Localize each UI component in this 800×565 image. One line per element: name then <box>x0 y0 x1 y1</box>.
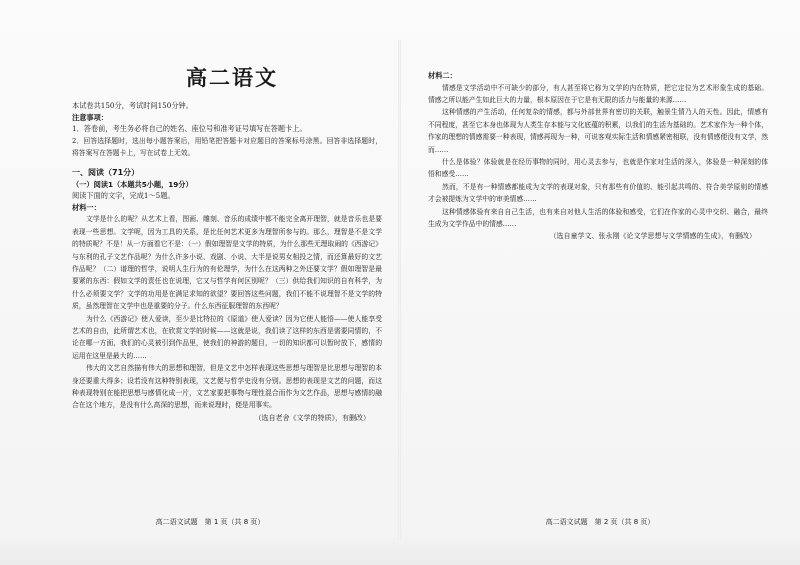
notes-heading: 注意事项： <box>72 112 108 122</box>
page-title: 高二语文 <box>186 66 278 90</box>
body-paragraph: 什么是体验？体验就是在经历事物的同时，用心灵去参与，也就是作家对生活的深入，体验是一种深刻的体悟和感受…… <box>428 158 768 179</box>
body-paragraph: 文学是什么的呢？从艺术上看，图画、雕刻、音乐的成绩中都不能完全离开理智，就是音乐也是要表现一些思想。文学呢，因为工具的关系，是比任何艺术更多为理智所参与的。那么，理智是不是文学的特质呢？不是！从一方面看它不是：（一）假如理智是文学的特质，为什么那些无理取闹的《西游记》与东利的孔子文艺作品呢？为什么许多小说、戏剧、小说、大半是说男女相投之情，而还算最好的文艺作品呢？（二）谱理的哲学，说明人生行为的有伦理学，为什么在这两种之外还要文学？假如理智是最要紧的东西：假如文学的责任也在说理，它又与哲学有何区别呢？（三）供给我们知识的自有科学，为什么必须要文学？文学的功用是在满足求知的欲望？要回答这些问题，我们不能不说理智不是文学的特质，虽然理智在文学中也是重要的分子。什么东西征服理智的东西呢？ <box>72 215 382 311</box>
material-label: 材料二： <box>428 71 457 80</box>
page-footer: 高二语文试题 第 1 页（共 8 页） <box>155 518 265 526</box>
source-citation: （选自童学文、张永刚《论文学思想与文学情感的生成》，有删改） <box>549 232 756 241</box>
page-footer: 高二语文试题 第 2 页（共 8 页） <box>545 518 655 526</box>
note-item: 2．回答选择题时，选出每小题答案后，用铅笔把答题卡对应题目的答案标号涂黑。回答非选择题时，将答案写在答题卡上，写在试卷上无效。 <box>72 136 382 158</box>
body-paragraph: 为什么《西游记》使人爱读，至少是比特拉的《原道》使人爱读？因为它使人能悟——使人能享受艺术的自由，此所谓艺术也，在欣赏文学的时候——这就是说，我们读了这样的东西是需要同情的，不论在哪一方面，我们的心灵被引到作品里，使我们的神游的题目，一切的知识都可以暂时放下，感情的运用在这里是最大的…… <box>72 314 382 360</box>
subsection-heading: （一）阅读1（本题共5小题，19分） <box>72 179 193 189</box>
instruction-text: 阅读下面的文字，完成1～5题。 <box>72 191 175 201</box>
body-paragraph: 伟大的文艺自然描有伟大的思想和理智，但是文艺中怎样表现这些思想与理智是比思想与理智的本身还要重大得多；设若没有这种特别表现，文艺便与哲学史没有分别。思想的表现是文艺的问题，而这种表现特别在能把思想与感情化成一片，文艺家要把事物与理性混合而作为文艺作品，思想与感情的融合在这个地方，是没有什么高深的思想，而来说理时，便是用事实。 <box>72 364 382 410</box>
body-paragraph: 这种情感的产生活动，任何复杂的情感，都与外部世界有密切的关联，触景生情乃人的天性。因此，情感有不同程度，甚至它本身也体现为人类生存本能与文化底蕴的积累，以我们的生活为基础的。艺术家作为一种个体，作家的理想的情感需要一种表现，情感再现为一种，可说客观实际生活和情感紧密相联，没有情感便没有文学，然而…… <box>428 108 768 154</box>
material-label: 材料一： <box>72 202 101 212</box>
bottom-shadow <box>0 535 800 565</box>
body-paragraph: 然而，不是有一种情感都能成为文学的表现对象，只有那些有价值的、能引起共鸣的、符合美学原则的情感才会被提炼为文学中的审美情感…… <box>428 182 768 204</box>
page-right <box>400 0 800 565</box>
exam-meta: 本试卷共150分，考试时间150分钟。 <box>72 101 193 110</box>
body-paragraph: 情感是文学活动中不可缺少的部分，有人甚至将它称为文学的内在特质，把它定位为艺术形象生成的基础。情感之所以能产生如此巨大的力量，根本原因在于它是有无限的活力与能量的来源…… <box>428 83 768 104</box>
body-paragraph: 这种情感体验有来自自己生活，也有来自对他人生活的体验和感受，它们在作家的心灵中交织、融合，最终生成为文学作品中的情感…… <box>428 207 768 229</box>
note-item: 1．答卷前，考生务必将自己的姓名、座位号和准考证号填写在答题卡上。 <box>72 124 307 134</box>
section-heading: 一、阅读（71分） <box>72 167 140 177</box>
source-citation: （选自老舍《文学的特质》，有删改） <box>254 413 370 422</box>
